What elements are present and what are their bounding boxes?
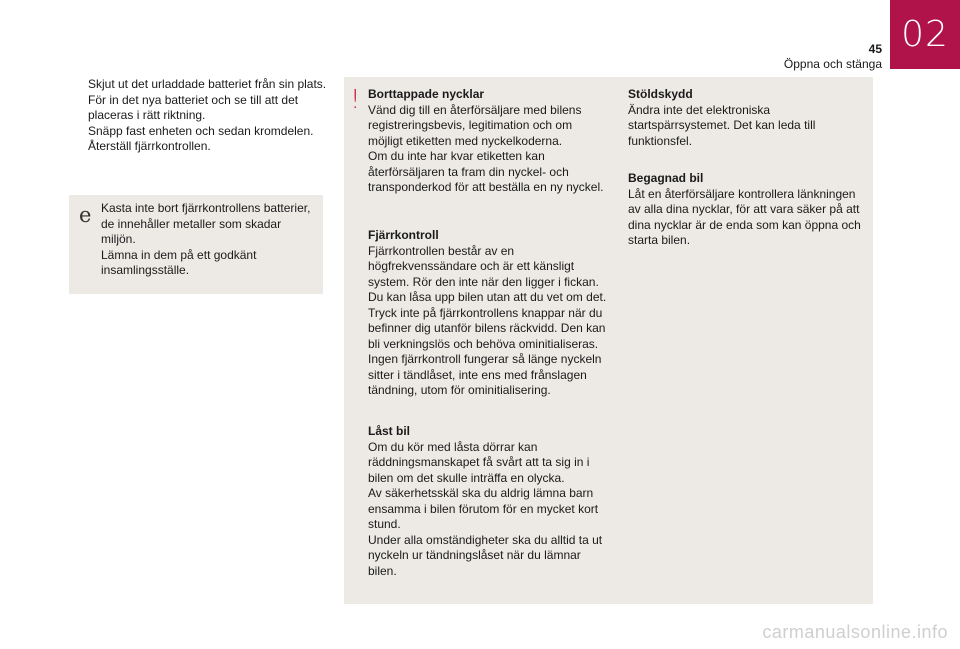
list-item-text: Återställ fjärrkontrollen. — [88, 139, 211, 153]
section-used-car — [628, 171, 868, 249]
section-lost-keys — [368, 87, 608, 196]
warning-icon: ! — [350, 85, 361, 115]
section-title: Öppna och stänga — [783, 57, 882, 71]
warning-box — [344, 77, 873, 604]
paragraph: Du kan låsa upp bilen utan att du vet om det. — [368, 290, 607, 304]
paragraph: Under alla omständigheter ska du alltid ta ut nyckeln ur tändningslåset när du lämnar bilen. — [368, 532, 603, 578]
section-remote-control — [368, 228, 608, 399]
note-text — [101, 201, 315, 279]
paragraph: Låt en återförsäljare kontrollera länkningen av alla dina nycklar, för att vara säker på att dina nycklar är de enda som kan öppna och starta bilen. — [628, 186, 861, 247]
paragraph: Om du inte har kvar etiketten kan återförsäljaren ta fram din nyckel- och transponderkod för att beställa en ny nyckel. — [368, 149, 604, 194]
page-number: 45 — [868, 42, 882, 56]
section-heading: Låst bil — [368, 424, 411, 438]
list-item-text: Snäpp fast enheten och sedan kromdelen. — [88, 123, 314, 138]
chapter-tab: 02 — [890, 0, 960, 69]
list-item — [69, 77, 331, 93]
section-heading: Fjärrkontroll — [368, 228, 439, 242]
list-item-text: Skjut ut det urladdade batteriet från sin plats. — [88, 77, 327, 91]
paragraph: Om du kör med låsta dörrar kan räddningsmanskapet få svårt att ta sig in i bilen om det skulle inträffa en olycka. — [368, 439, 590, 485]
paragraph: Ingen fjärrkontroll fungerar så länge nyckeln sitter i tändlåset, inte ens med frånslagen tändning, utom för ominitialisering. — [368, 352, 602, 397]
section-heading: Stöldskydd — [628, 87, 693, 101]
paragraph: Ändra inte det elektroniska startspärrsystemet. Det kan leda till funktionsfel. — [628, 102, 816, 148]
paragraph: Tryck inte på fjärrkontrollens knappar när du befinner dig utanför bilens räckvidd. Den kan bli verkningslös och behöva ominitialiseras. — [368, 305, 606, 351]
section-heading: Borttappade nycklar — [368, 87, 485, 101]
paragraph: Fjärrkontrollen består av en högfrekvenssändare och är ett känsligt system. Rör den inte när den ligger i fickan. — [368, 243, 599, 289]
environment-icon: e — [79, 203, 92, 227]
list-item — [69, 139, 331, 155]
instruction-list — [69, 77, 331, 155]
list-item — [69, 124, 331, 140]
note-line: Kasta inte bort fjärrkontrollens batterier, de innehåller metaller som skadar miljön. — [101, 201, 311, 246]
section-anti-theft — [628, 87, 868, 149]
note-line: Lämna in dem på ett godkänt insamlingsställe. — [101, 247, 257, 277]
paragraph: Av säkerhetsskäl ska du aldrig lämna barn ensamma i bilen förutom för en mycket kort stund. — [368, 486, 599, 531]
list-item — [69, 93, 331, 124]
paragraph: Vänd dig till en återförsäljare med bilens registreringsbevis, legitimation och om möjligt etiketten med nyckelkoderna. — [368, 102, 582, 148]
watermark: carmanualsonline.info — [762, 622, 948, 642]
environment-note-box — [69, 195, 323, 294]
list-item-text: För in det nya batteriet och se till att det placeras i rätt riktning. — [88, 92, 299, 122]
section-heading: Begagnad bil — [628, 171, 704, 185]
section-locked-car — [368, 424, 608, 579]
